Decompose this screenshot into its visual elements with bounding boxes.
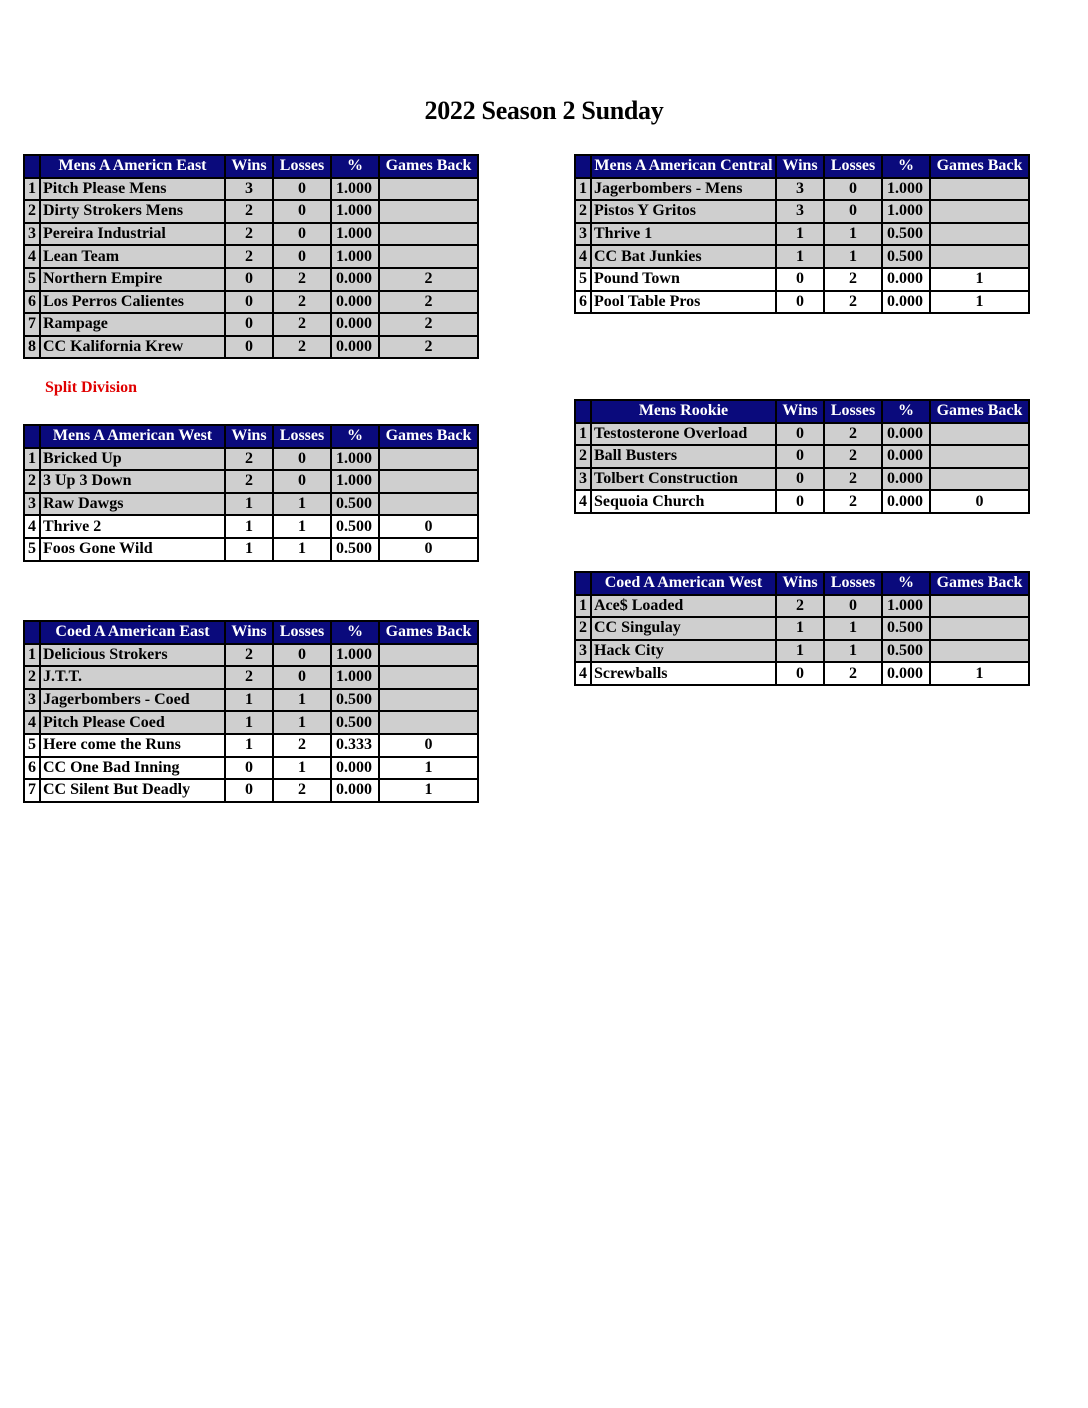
table-row	[24, 644, 478, 667]
header-rank-cell	[575, 155, 591, 178]
wins-cell: 2	[776, 595, 824, 618]
losses-cell: 1	[824, 640, 882, 663]
games-back-cell: 1	[379, 779, 478, 802]
team-name-cell: Los Perros Calientes	[40, 291, 225, 314]
pct-cell: 0.000	[882, 445, 930, 468]
table-row	[24, 291, 478, 314]
rank-cell: 6	[24, 757, 40, 780]
rank-cell: 1	[575, 595, 591, 618]
header-games-back: Games Back	[930, 400, 1029, 423]
header-games-back: Games Back	[930, 155, 1029, 178]
losses-cell: 0	[273, 200, 331, 223]
games-back-cell	[930, 178, 1029, 201]
wins-cell: 0	[225, 779, 273, 802]
team-name-cell: Ace$ Loaded	[591, 595, 776, 618]
pct-cell: 0.500	[331, 538, 379, 561]
split-division-note: Split Division	[45, 379, 138, 396]
table-row	[575, 178, 1029, 201]
division-name: Coed A American West	[591, 572, 776, 595]
team-name-cell: Tolbert Construction	[591, 468, 776, 491]
rank-cell: 3	[575, 468, 591, 491]
pct-cell: 1.000	[331, 666, 379, 689]
wins-cell: 0	[776, 291, 824, 314]
table-row	[575, 268, 1029, 291]
losses-cell: 2	[824, 662, 882, 685]
table-row	[575, 640, 1029, 663]
header-rank-cell	[24, 425, 40, 448]
rank-cell: 2	[24, 470, 40, 493]
wins-cell: 1	[776, 245, 824, 268]
games-back-cell	[379, 245, 478, 268]
pct-cell: 1.000	[331, 223, 379, 246]
losses-cell: 1	[273, 711, 331, 734]
wins-cell: 0	[776, 268, 824, 291]
losses-cell: 0	[273, 644, 331, 667]
losses-cell: 1	[824, 223, 882, 246]
wins-cell: 1	[776, 640, 824, 663]
pct-cell: 0.500	[882, 640, 930, 663]
table-header-row	[24, 155, 478, 178]
rank-cell: 8	[24, 336, 40, 359]
games-back-cell: 1	[930, 662, 1029, 685]
pct-cell: 1.000	[882, 200, 930, 223]
games-back-cell	[379, 493, 478, 516]
losses-cell: 2	[824, 490, 882, 513]
standings-table-mens-east	[23, 154, 479, 359]
table-header-row	[575, 155, 1029, 178]
rank-cell: 7	[24, 313, 40, 336]
wins-cell: 1	[776, 617, 824, 640]
wins-cell: 2	[225, 448, 273, 471]
rank-cell: 3	[575, 640, 591, 663]
header-losses: Losses	[824, 400, 882, 423]
header-wins: Wins	[776, 572, 824, 595]
team-name-cell: Pitch Please Mens	[40, 178, 225, 201]
losses-cell: 2	[824, 291, 882, 314]
games-back-cell	[379, 666, 478, 689]
division-name: Mens Rookie	[591, 400, 776, 423]
games-back-cell: 2	[379, 291, 478, 314]
table-header-row	[575, 572, 1029, 595]
table-row	[24, 757, 478, 780]
losses-cell: 2	[273, 779, 331, 802]
team-name-cell: CC Kalifornia Krew	[40, 336, 225, 359]
losses-cell: 2	[824, 268, 882, 291]
header-games-back: Games Back	[930, 572, 1029, 595]
wins-cell: 2	[225, 644, 273, 667]
pct-cell: 0.500	[882, 245, 930, 268]
pct-cell: 1.000	[331, 644, 379, 667]
team-name-cell: Delicious Strokers	[40, 644, 225, 667]
wins-cell: 0	[776, 423, 824, 446]
table-row	[24, 336, 478, 359]
games-back-cell	[379, 711, 478, 734]
header-wins: Wins	[776, 155, 824, 178]
rank-cell: 6	[575, 291, 591, 314]
division-name: Mens A American West	[40, 425, 225, 448]
header-games-back: Games Back	[379, 155, 478, 178]
team-name-cell: Here come the Runs	[40, 734, 225, 757]
pct-cell: 0.500	[331, 515, 379, 538]
losses-cell: 1	[824, 245, 882, 268]
games-back-cell: 0	[379, 734, 478, 757]
rank-cell: 1	[575, 423, 591, 446]
wins-cell: 1	[225, 538, 273, 561]
rank-cell: 2	[24, 666, 40, 689]
losses-cell: 0	[273, 178, 331, 201]
losses-cell: 0	[273, 223, 331, 246]
team-name-cell: Pistos Y Gritos	[591, 200, 776, 223]
header-games-back: Games Back	[379, 621, 478, 644]
team-name-cell: Lean Team	[40, 245, 225, 268]
wins-cell: 3	[776, 178, 824, 201]
pct-cell: 1.000	[331, 245, 379, 268]
table-row	[575, 423, 1029, 446]
games-back-cell	[930, 595, 1029, 618]
standings-table-mens-rookie	[574, 399, 1030, 514]
games-back-cell	[379, 223, 478, 246]
table-row	[24, 734, 478, 757]
pct-cell: 1.000	[331, 178, 379, 201]
games-back-cell: 2	[379, 313, 478, 336]
team-name-cell: Screwballs	[591, 662, 776, 685]
team-name-cell: Testosterone Overload	[591, 423, 776, 446]
pct-cell: 0.500	[331, 493, 379, 516]
team-name-cell: Foos Gone Wild	[40, 538, 225, 561]
wins-cell: 0	[225, 336, 273, 359]
pct-cell: 0.000	[882, 662, 930, 685]
wins-cell: 2	[225, 666, 273, 689]
pct-cell: 1.000	[882, 595, 930, 618]
wins-cell: 1	[225, 493, 273, 516]
header-pct: %	[331, 425, 379, 448]
team-name-cell: CC One Bad Inning	[40, 757, 225, 780]
pct-cell: 0.000	[882, 468, 930, 491]
header-pct: %	[331, 621, 379, 644]
rank-cell: 1	[575, 178, 591, 201]
pct-cell: 0.333	[331, 734, 379, 757]
team-name-cell: Jagerbombers - Coed	[40, 689, 225, 712]
team-name-cell: Pound Town	[591, 268, 776, 291]
table-row	[575, 468, 1029, 491]
pct-cell: 0.000	[331, 268, 379, 291]
losses-cell: 2	[824, 423, 882, 446]
losses-cell: 0	[273, 470, 331, 493]
rank-cell: 4	[575, 245, 591, 268]
games-back-cell: 1	[930, 291, 1029, 314]
header-losses: Losses	[824, 572, 882, 595]
losses-cell: 2	[273, 336, 331, 359]
games-back-cell	[930, 423, 1029, 446]
team-name-cell: 3 Up 3 Down	[40, 470, 225, 493]
wins-cell: 2	[225, 470, 273, 493]
rank-cell: 5	[24, 734, 40, 757]
header-games-back: Games Back	[379, 425, 478, 448]
rank-cell: 6	[24, 291, 40, 314]
rank-cell: 4	[24, 245, 40, 268]
rank-cell: 4	[575, 662, 591, 685]
rank-cell: 5	[24, 268, 40, 291]
wins-cell: 1	[225, 515, 273, 538]
table-row	[24, 448, 478, 471]
losses-cell: 0	[824, 200, 882, 223]
rank-cell: 3	[575, 223, 591, 246]
team-name-cell: Jagerbombers - Mens	[591, 178, 776, 201]
table-row	[575, 490, 1029, 513]
losses-cell: 0	[273, 666, 331, 689]
header-wins: Wins	[776, 400, 824, 423]
rank-cell: 2	[575, 617, 591, 640]
rank-cell: 1	[24, 178, 40, 201]
team-name-cell: Bricked Up	[40, 448, 225, 471]
games-back-cell: 0	[379, 538, 478, 561]
header-pct: %	[882, 155, 930, 178]
losses-cell: 0	[273, 448, 331, 471]
games-back-cell: 1	[379, 757, 478, 780]
rank-cell: 5	[24, 538, 40, 561]
games-back-cell: 2	[379, 336, 478, 359]
table-row	[24, 313, 478, 336]
table-row	[575, 223, 1029, 246]
header-pct: %	[331, 155, 379, 178]
games-back-cell	[930, 468, 1029, 491]
pct-cell: 0.000	[882, 291, 930, 314]
team-name-cell: Pitch Please Coed	[40, 711, 225, 734]
page-title: 2022 Season 2 Sunday	[424, 96, 664, 125]
table-row	[24, 779, 478, 802]
table-header-row	[575, 400, 1029, 423]
games-back-cell	[379, 689, 478, 712]
wins-cell: 0	[776, 445, 824, 468]
losses-cell: 2	[824, 445, 882, 468]
wins-cell: 2	[225, 223, 273, 246]
header-losses: Losses	[824, 155, 882, 178]
header-losses: Losses	[273, 621, 331, 644]
pct-cell: 0.000	[331, 779, 379, 802]
header-wins: Wins	[225, 425, 273, 448]
standings-table-coed-east	[23, 620, 479, 803]
rank-cell: 1	[24, 644, 40, 667]
losses-cell: 1	[824, 617, 882, 640]
pct-cell: 0.000	[331, 313, 379, 336]
losses-cell: 1	[273, 689, 331, 712]
rank-cell: 7	[24, 779, 40, 802]
losses-cell: 0	[824, 595, 882, 618]
wins-cell: 0	[776, 662, 824, 685]
table-row	[24, 470, 478, 493]
table-row	[24, 178, 478, 201]
header-wins: Wins	[225, 155, 273, 178]
table-row	[575, 617, 1029, 640]
header-pct: %	[882, 572, 930, 595]
table-row	[575, 291, 1029, 314]
games-back-cell	[379, 470, 478, 493]
losses-cell: 2	[824, 468, 882, 491]
table-row	[24, 223, 478, 246]
table-row	[575, 595, 1029, 618]
team-name-cell: Pool Table Pros	[591, 291, 776, 314]
table-row	[24, 689, 478, 712]
table-row	[575, 445, 1029, 468]
team-name-cell: CC Singulay	[591, 617, 776, 640]
rank-cell: 3	[24, 689, 40, 712]
team-name-cell: Thrive 2	[40, 515, 225, 538]
losses-cell: 1	[273, 515, 331, 538]
pct-cell: 0.000	[331, 757, 379, 780]
games-back-cell	[379, 644, 478, 667]
games-back-cell	[379, 448, 478, 471]
table-row	[575, 200, 1029, 223]
rank-cell: 3	[24, 493, 40, 516]
games-back-cell	[930, 223, 1029, 246]
games-back-cell	[930, 245, 1029, 268]
table-row	[24, 245, 478, 268]
games-back-cell: 0	[379, 515, 478, 538]
team-name-cell: Thrive 1	[591, 223, 776, 246]
header-rank-cell	[24, 621, 40, 644]
header-rank-cell	[575, 572, 591, 595]
wins-cell: 2	[225, 245, 273, 268]
rank-cell: 2	[24, 200, 40, 223]
team-name-cell: Pereira Industrial	[40, 223, 225, 246]
table-header-row	[24, 425, 478, 448]
wins-cell: 0	[225, 268, 273, 291]
standings-table-mens-west	[23, 424, 479, 562]
losses-cell: 1	[273, 493, 331, 516]
wins-cell: 1	[776, 223, 824, 246]
pct-cell: 0.000	[882, 268, 930, 291]
header-losses: Losses	[273, 425, 331, 448]
wins-cell: 0	[225, 313, 273, 336]
losses-cell: 0	[824, 178, 882, 201]
table-row	[24, 268, 478, 291]
rank-cell: 2	[575, 200, 591, 223]
team-name-cell: Northern Empire	[40, 268, 225, 291]
rank-cell: 4	[24, 711, 40, 734]
pct-cell: 0.500	[882, 223, 930, 246]
losses-cell: 1	[273, 538, 331, 561]
games-back-cell	[379, 200, 478, 223]
team-name-cell: Raw Dawgs	[40, 493, 225, 516]
team-name-cell: Sequoia Church	[591, 490, 776, 513]
division-name: Mens A American Central	[591, 155, 776, 178]
table-row	[24, 200, 478, 223]
games-back-cell	[379, 178, 478, 201]
games-back-cell	[930, 617, 1029, 640]
games-back-cell: 0	[930, 490, 1029, 513]
team-name-cell: J.T.T.	[40, 666, 225, 689]
table-row	[24, 538, 478, 561]
pct-cell: 0.000	[882, 490, 930, 513]
losses-cell: 2	[273, 734, 331, 757]
wins-cell: 0	[225, 757, 273, 780]
team-name-cell: Rampage	[40, 313, 225, 336]
losses-cell: 2	[273, 313, 331, 336]
table-header-row	[24, 621, 478, 644]
games-back-cell: 1	[930, 268, 1029, 291]
header-wins: Wins	[225, 621, 273, 644]
header-rank-cell	[24, 155, 40, 178]
wins-cell: 1	[225, 734, 273, 757]
division-name: Mens A Americn East	[40, 155, 225, 178]
rank-cell: 5	[575, 268, 591, 291]
team-name-cell: CC Bat Junkies	[591, 245, 776, 268]
losses-cell: 2	[273, 291, 331, 314]
rank-cell: 4	[24, 515, 40, 538]
wins-cell: 0	[776, 490, 824, 513]
pct-cell: 0.500	[331, 711, 379, 734]
wins-cell: 0	[776, 468, 824, 491]
losses-cell: 2	[273, 268, 331, 291]
pct-cell: 0.000	[331, 336, 379, 359]
losses-cell: 0	[273, 245, 331, 268]
wins-cell: 1	[225, 711, 273, 734]
rank-cell: 1	[24, 448, 40, 471]
table-row	[575, 245, 1029, 268]
table-row	[24, 666, 478, 689]
team-name-cell: Hack City	[591, 640, 776, 663]
team-name-cell: Dirty Strokers Mens	[40, 200, 225, 223]
division-name: Coed A American East	[40, 621, 225, 644]
standings-table-coed-west	[574, 571, 1030, 686]
team-name-cell: Ball Busters	[591, 445, 776, 468]
wins-cell: 0	[225, 291, 273, 314]
table-row	[575, 662, 1029, 685]
header-losses: Losses	[273, 155, 331, 178]
pct-cell: 1.000	[331, 470, 379, 493]
pct-cell: 0.500	[331, 689, 379, 712]
wins-cell: 3	[225, 178, 273, 201]
pct-cell: 0.000	[882, 423, 930, 446]
pct-cell: 0.500	[882, 617, 930, 640]
standings-table-mens-central	[574, 154, 1030, 314]
table-row	[24, 711, 478, 734]
losses-cell: 1	[273, 757, 331, 780]
pct-cell: 0.000	[331, 291, 379, 314]
rank-cell: 3	[24, 223, 40, 246]
rank-cell: 2	[575, 445, 591, 468]
games-back-cell	[930, 640, 1029, 663]
rank-cell: 4	[575, 490, 591, 513]
games-back-cell: 2	[379, 268, 478, 291]
games-back-cell	[930, 200, 1029, 223]
games-back-cell	[930, 445, 1029, 468]
team-name-cell: CC Silent But Deadly	[40, 779, 225, 802]
table-row	[24, 515, 478, 538]
header-rank-cell	[575, 400, 591, 423]
pct-cell: 1.000	[331, 448, 379, 471]
wins-cell: 3	[776, 200, 824, 223]
header-pct: %	[882, 400, 930, 423]
pct-cell: 1.000	[882, 178, 930, 201]
wins-cell: 2	[225, 200, 273, 223]
pct-cell: 1.000	[331, 200, 379, 223]
wins-cell: 1	[225, 689, 273, 712]
table-row	[24, 493, 478, 516]
